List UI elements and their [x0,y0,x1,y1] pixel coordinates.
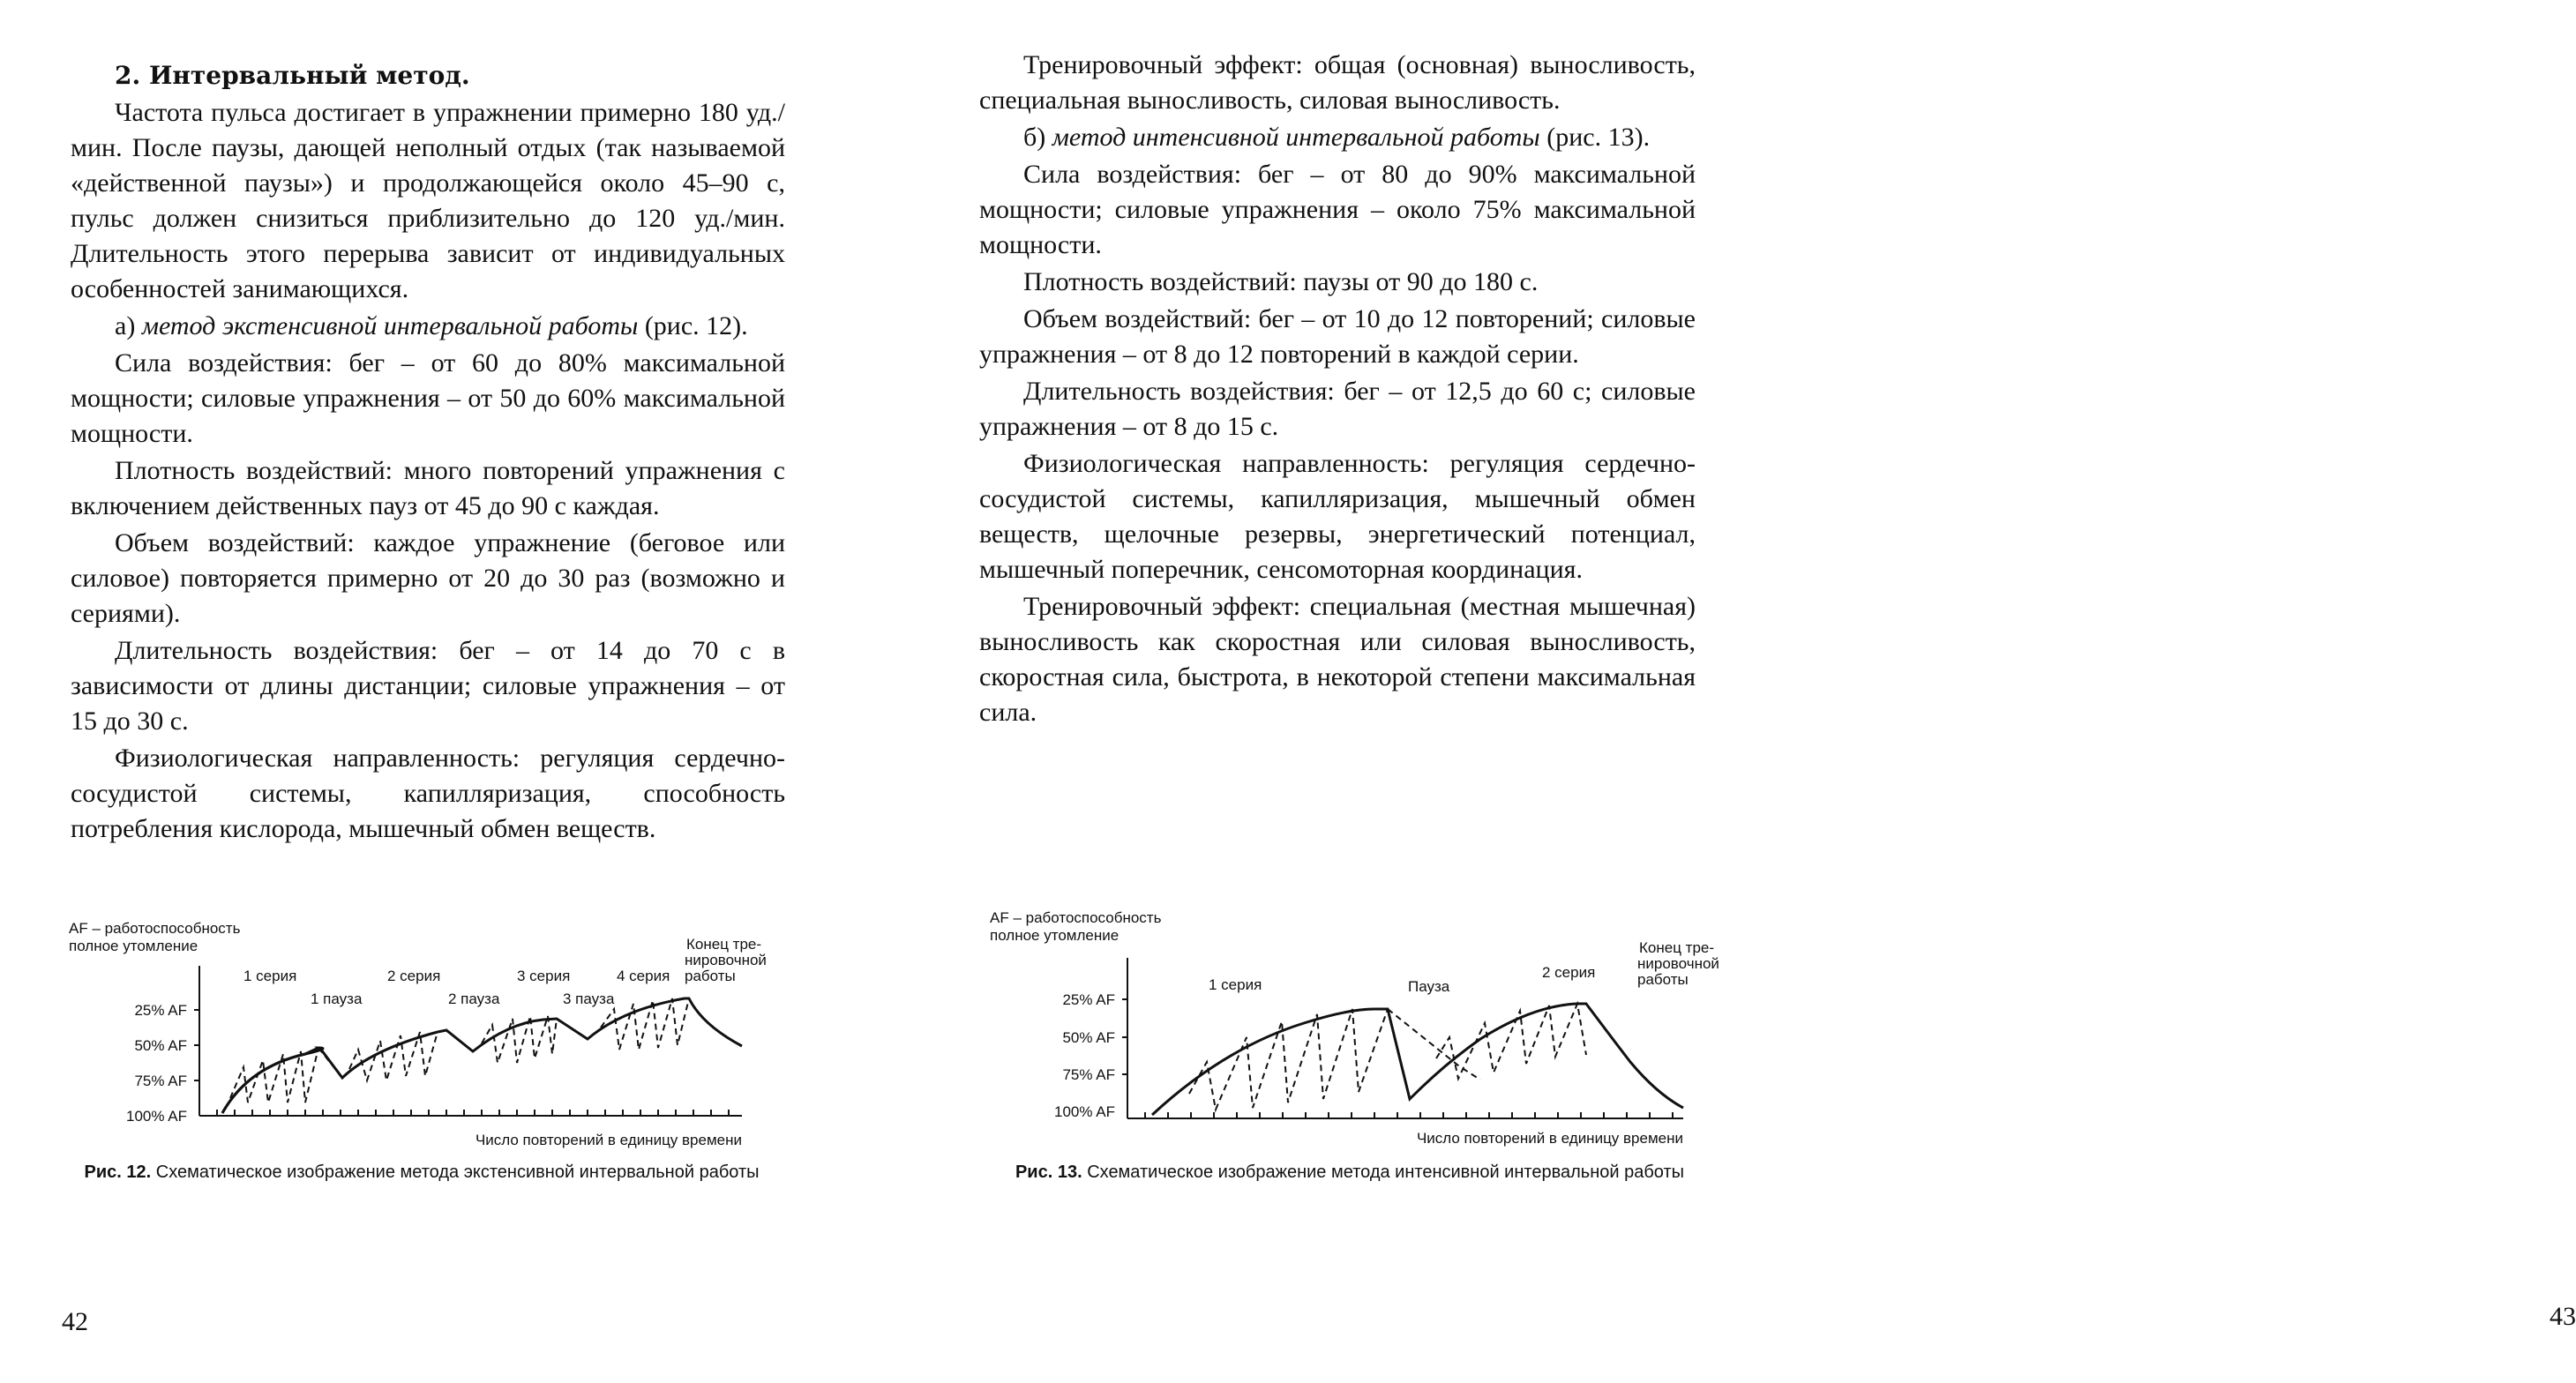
pause-1-label: 1 пауза [311,991,363,1007]
paragraph: Объем воздействий: каждое упражнение (беговое или силовое) повторяется примерно от 20 до 30 раз (возможно и сериями). [71,528,785,628]
x-axis-ticks [1145,1112,1673,1118]
method-title: метод экстенсивной интервальной работы [141,311,639,340]
series-1-label: 1 серия [1209,976,1262,993]
figure-12-caption [69,1161,775,1184]
y-axis-label-1: AF – работоспособность [69,920,241,937]
end-label-3: работы [685,968,736,984]
pause-3-label: 3 пауза [563,991,615,1007]
left-text-column [71,58,785,848]
figure-ref: (рис. 13). [1539,123,1651,152]
series-2-label: 2 серия [387,968,441,984]
method-prefix: б) [1023,123,1052,152]
paragraph: Тренировочный эффект: общая (основная) выносливость, специальная выносливость, силовая выносливость. [979,50,1696,115]
figure-13-label: Рис. 13. [1015,1162,1082,1182]
x-axis-ticks [217,1110,729,1116]
paragraph: Сила воздействия: бег – от 60 до 80% максимальной мощности; силовые упражнения – от 50 до 60% максимальной мощности. [71,348,785,448]
x-axis-label: Число повторений в единицу времени [475,1132,742,1148]
end-label-2: нировочной [1637,955,1719,972]
series-3-repetitions [482,1016,557,1063]
y-tick-label-100: 100% AF [126,1108,187,1125]
method-title: метод интенсивной интервальной работы [1052,123,1540,152]
y-tick-label-75: 75% AF [1062,1066,1115,1083]
y-tick-label-25: 25% AF [134,1002,187,1019]
paragraph-method-b [979,120,1696,155]
series-1-label: 1 серия [243,968,297,984]
chart-fig12 [67,917,773,1155]
paragraph: Сила воздействия: бег – от 80 до 90% максимальной мощности; силовые упражнения – около 75% максимальной мощности. [979,160,1696,259]
series-2-repetitions [349,1032,438,1080]
y-tick-label-50: 50% AF [1062,1029,1115,1046]
paragraph: Плотность воздействий: паузы от 90 до 180 с. [1023,267,1539,296]
end-label-1: Конец тре- [686,936,762,953]
paragraph: Плотность воздействий: много повторений упражнения с включением действенных пауз от 45 до 90 с каждая. [71,456,785,520]
right-text-column [979,48,1696,732]
series-1-curve [222,1048,318,1113]
method-prefix: а) [115,311,142,340]
page-number-right: 43 [2550,1302,2576,1331]
pause-label: Пауза [1408,978,1450,995]
paragraph: Физиологическая направленность: регуляция сердечно-сосудистой системы, капилляризация, способность потребления кислорода, мышечный обмен веществ. [71,744,785,843]
end-label-3: работы [1637,971,1689,988]
end-label-2: нировочной [685,952,767,968]
y-axis-label-2: полное утомление [69,938,198,954]
y-axis-label-2: полное утомление [990,927,1120,944]
chart-fig13 [977,907,1719,1154]
figure-13-caption-text: Схематическое изображение метода интенсивной интервальной работы [1087,1162,1685,1182]
y-tick-label-100: 100% AF [1054,1103,1115,1120]
paragraph: Длительность воздействия: бег – от 12,5 до 60 с; силовые упражнения – от 8 до 15 с. [979,377,1696,441]
paragraph: Физиологическая направленность: регуляция сердечно-сосудистой системы, капилляризация, мышечный обмен веществ, щелочные резервы, энергетический потенциал, мышечный поперечник, сенсомоторная координация. [979,449,1696,584]
paragraph: Длительность воздействия: бег – от 14 до 70 с в зависимости от длины дистанции; силовые упражнения – от 15 до 30 с. [71,636,785,736]
paragraph-method-a [71,309,785,344]
series-1-repetitions [230,1048,318,1103]
y-tick-label-75: 75% AF [134,1073,187,1089]
series-2-label: 2 серия [1542,964,1596,981]
figure-ref: (рис. 12). [638,311,748,340]
y-tick-label-50: 50% AF [134,1037,187,1054]
figure-12 [67,917,773,1159]
y-axis-label-1: AF – работоспособность [990,909,1162,926]
series-4-label: 4 серия [617,968,670,984]
x-axis-label: Число повторений в единицу времени [1416,1130,1683,1147]
figure-12-caption-text: Схематическое изображение метода экстенсивной интервальной работы [155,1162,760,1182]
performance-curve [1152,1004,1683,1115]
series-3-label: 3 серия [517,968,571,984]
section-heading: 2. Интервальный метод. [115,61,470,90]
end-label-1: Конец тре- [1639,939,1715,956]
paragraph: Объем воздействий: бег – от 10 до 12 повторений; силовые упражнения – от 8 до 12 повторений в каждой серии. [979,304,1696,369]
figure-13-caption [997,1161,1703,1184]
y-tick-label-25: 25% AF [1062,991,1115,1008]
paragraph: Частота пульса достигает в упражнении примерно 180 уд./мин. После паузы, дающей неполный отдых (так называемой «действенной паузы») и продолжающейся около 45–90 с, пульс должен снизиться приблизительно до 120 уд./мин. Длительность этого перерыва зависит от индивидуальных особенностей занимающихся. [71,98,785,303]
page-left [0,0,882,1383]
figure-12-label: Рис. 12. [84,1162,152,1182]
series-1-repetitions [1189,1009,1388,1110]
paragraph: Тренировочный эффект: специальная (местная мышечная) выносливость как скоростная или силовая выносливость, скоростная сила, быстрота, в некоторой степени максимальная сила. [979,592,1696,727]
figure-13 [977,907,1719,1157]
series-2-repetitions [1436,1004,1586,1079]
page-number-left: 42 [62,1307,88,1336]
pause-2-label: 2 пауза [448,991,500,1007]
